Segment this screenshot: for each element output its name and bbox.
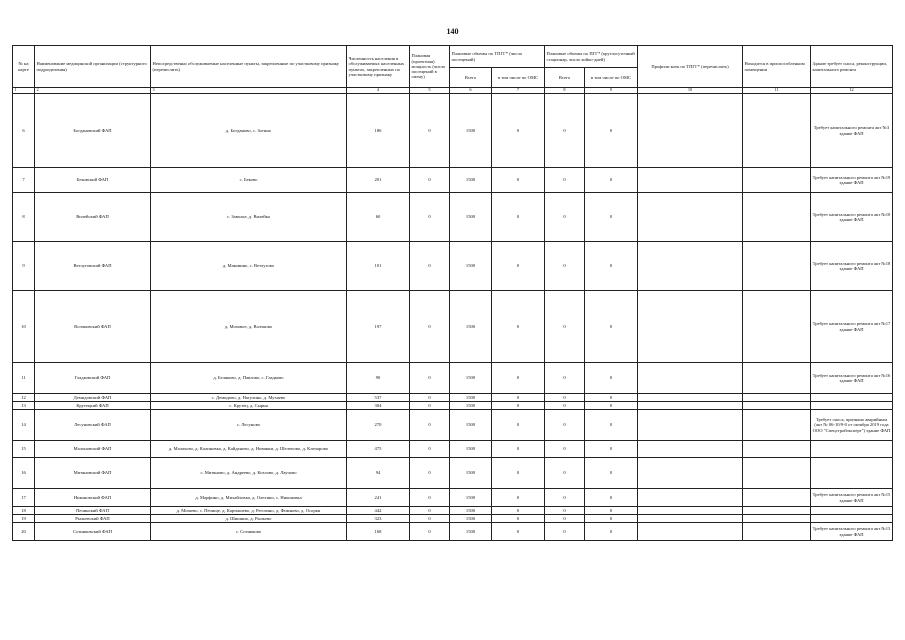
header-visits: Плановые объемы по ТПГГ* (число посещений)	[450, 46, 545, 68]
organization-cell: Бековский ФАП	[35, 168, 151, 193]
capacity-cell: 0	[410, 410, 450, 441]
organization-cell: Никоновский ФАП	[35, 489, 151, 507]
settlements-cell: д. Малахово, д. Калиновка, д. Кайданово, д. Новинки, д. Шелепово, д. Клепарово	[151, 441, 347, 458]
settlements-cell: с. Заволье, д. Вилейка	[151, 193, 347, 242]
bed-profiles-cell	[638, 515, 743, 523]
visits-oms-cell: 0	[492, 94, 545, 168]
settlements-cell: д. Беляково, д. Павлово, с. Гладково	[151, 363, 347, 394]
map-number-cell: 7	[13, 168, 35, 193]
table-row	[13, 410, 893, 441]
settlements-cell: д. Марфино, д. Михайловка, д. Олехино, с. Никоновка	[151, 489, 347, 507]
capacity-cell: 0	[410, 291, 450, 363]
beds-oms-cell: 0	[585, 523, 638, 541]
adapted-premises-cell	[743, 193, 811, 242]
settlements-cell: д. Шишино, д. Рыльево	[151, 515, 347, 523]
adapted-premises-cell	[743, 523, 811, 541]
bed-profiles-cell	[638, 458, 743, 489]
settlements-cell: с. Демидово, д. Нагулино, д. Мухаево	[151, 394, 347, 402]
building-condition-cell: Требует капитального ремонта акт №18 здание ФАП	[811, 242, 893, 291]
adapted-premises-cell	[743, 441, 811, 458]
beds-total-cell: 0	[545, 402, 585, 410]
adapted-premises-cell	[743, 402, 811, 410]
capacity-cell: 0	[410, 458, 450, 489]
organization-cell: Вилейский ФАП	[35, 193, 151, 242]
organization-cell: Гладковский ФАП	[35, 363, 151, 394]
beds-total-cell: 0	[545, 441, 585, 458]
beds-oms-cell: 0	[585, 394, 638, 402]
column-number: 8	[545, 88, 585, 94]
capacity-cell: 0	[410, 507, 450, 515]
visits-oms-cell: 0	[492, 193, 545, 242]
facilities-table	[12, 45, 893, 541]
building-condition-cell: Требует капитального ремонта акт №3 здание ФАП	[811, 94, 893, 168]
organization-cell: Крутецкий ФАП	[35, 402, 151, 410]
organization-cell: Малоновский ФАП	[35, 441, 151, 458]
table-row	[13, 193, 893, 242]
building-condition-cell	[811, 458, 893, 489]
table-row	[13, 458, 893, 489]
column-number: 12	[811, 88, 893, 94]
beds-oms-cell: 0	[585, 363, 638, 394]
visits-total-cell: 1500	[450, 193, 492, 242]
beds-oms-cell: 0	[585, 507, 638, 515]
population-cell: 323	[347, 515, 410, 523]
visits-total-cell: 1500	[450, 458, 492, 489]
visits-total-cell: 1500	[450, 394, 492, 402]
building-condition-cell: Требует капитального ремонта акт №16 здание ФАП	[811, 363, 893, 394]
capacity-cell: 0	[410, 168, 450, 193]
bed-profiles-cell	[638, 94, 743, 168]
column-number: 11	[743, 88, 811, 94]
map-number-cell: 11	[13, 363, 35, 394]
map-number-cell: 13	[13, 402, 35, 410]
building-condition-cell: Требует капитального ремонта акт №17 здание ФАП	[811, 291, 893, 363]
visits-oms-cell: 0	[492, 458, 545, 489]
building-condition-cell: Требует сноса, признано аварийным (акт № 06-10/9-0 от октября 2019 года ООО "Спецстройэксперт") здание ФАП	[811, 410, 893, 441]
adapted-premises-cell	[743, 94, 811, 168]
visits-total-cell: 1500	[450, 523, 492, 541]
organization-cell: Лесуновский ФАП	[35, 410, 151, 441]
visits-total-cell: 1500	[450, 242, 492, 291]
adapted-premises-cell	[743, 291, 811, 363]
bed-profiles-cell	[638, 523, 743, 541]
map-number-cell: 18	[13, 507, 35, 515]
capacity-cell: 0	[410, 402, 450, 410]
table-row	[13, 441, 893, 458]
building-condition-cell: Требует капитального ремонта акт №15 здание ФАП	[811, 489, 893, 507]
population-cell: 197	[347, 291, 410, 363]
visits-oms-cell: 0	[492, 291, 545, 363]
bed-profiles-cell	[638, 242, 743, 291]
adapted-premises-cell	[743, 515, 811, 523]
population-cell: 90	[347, 363, 410, 394]
adapted-premises-cell	[743, 507, 811, 515]
header-bed-days: Плановые объемы по ПГГ* (круглосуточный стационар, число койко-дней)	[545, 46, 638, 68]
table-row	[13, 507, 893, 515]
map-number-cell: 6	[13, 94, 35, 168]
header-settlements: Непосредственно обслуживаемые населенные пункты, закрепленные по участковому признаку (перечислить)	[151, 46, 347, 88]
header-beds-oms: в том числе по ОМС	[585, 68, 638, 88]
building-condition-cell: Требует капитального ремонта акт №13 здание ФАП	[811, 523, 893, 541]
adapted-premises-cell	[743, 363, 811, 394]
settlements-cell: с. Беково	[151, 168, 347, 193]
population-cell: 270	[347, 410, 410, 441]
beds-oms-cell: 0	[585, 168, 638, 193]
column-number: 4	[347, 88, 410, 94]
beds-total-cell: 0	[545, 410, 585, 441]
building-condition-cell: Требует капитального ремонта акт №19 здание ФАП	[811, 168, 893, 193]
capacity-cell: 0	[410, 242, 450, 291]
population-cell: 60	[347, 193, 410, 242]
settlements-cell: д. Мошево, с. Печище, д. Картышево, д. Регозино, д. Фимново, д. Осорки	[151, 507, 347, 515]
population-cell: 475	[347, 441, 410, 458]
population-cell: 186	[347, 94, 410, 168]
beds-total-cell: 0	[545, 291, 585, 363]
organization-cell: Печинский ФАП	[35, 507, 151, 515]
beds-oms-cell: 0	[585, 94, 638, 168]
visits-total-cell: 1500	[450, 402, 492, 410]
column-number: 6	[450, 88, 492, 94]
capacity-cell: 0	[410, 523, 450, 541]
capacity-cell: 0	[410, 394, 450, 402]
bed-profiles-cell	[638, 394, 743, 402]
beds-total-cell: 0	[545, 523, 585, 541]
map-number-cell: 12	[13, 394, 35, 402]
beds-oms-cell: 0	[585, 458, 638, 489]
map-number-cell: 8	[13, 193, 35, 242]
visits-total-cell: 1500	[450, 515, 492, 523]
column-number: 5	[410, 88, 450, 94]
population-cell: 101	[347, 242, 410, 291]
adapted-premises-cell	[743, 458, 811, 489]
settlements-cell: с. Сотниково	[151, 523, 347, 541]
header-bed-profiles: Профили коек по ТПГГ* (перечислить)	[638, 46, 743, 88]
header-visits-oms: в том числе по ОМС	[492, 68, 545, 88]
beds-total-cell: 0	[545, 168, 585, 193]
table-row	[13, 515, 893, 523]
organization-cell: Ветлуговский ФАП	[35, 242, 151, 291]
visits-total-cell: 1500	[450, 410, 492, 441]
table-row	[13, 291, 893, 363]
bed-profiles-cell	[638, 193, 743, 242]
organization-cell: Рыльевский ФАП	[35, 515, 151, 523]
bed-profiles-cell	[638, 507, 743, 515]
visits-oms-cell: 0	[492, 402, 545, 410]
map-number-cell: 10	[13, 291, 35, 363]
table-row	[13, 523, 893, 541]
beds-total-cell: 0	[545, 94, 585, 168]
organization-cell: Митяновский ФАП	[35, 458, 151, 489]
beds-oms-cell: 0	[585, 515, 638, 523]
bed-profiles-cell	[638, 402, 743, 410]
population-cell: 201	[347, 168, 410, 193]
visits-total-cell: 1500	[450, 441, 492, 458]
visits-oms-cell: 0	[492, 441, 545, 458]
map-number-cell: 17	[13, 489, 35, 507]
beds-oms-cell: 0	[585, 291, 638, 363]
population-cell: 537	[347, 394, 410, 402]
organization-cell: Волчковский ФАП	[35, 291, 151, 363]
table-row	[13, 168, 893, 193]
map-number-cell: 20	[13, 523, 35, 541]
visits-oms-cell: 0	[492, 363, 545, 394]
bed-profiles-cell	[638, 168, 743, 193]
settlements-cell: с. Митяново, д. Андреево, д. Козлово, д. Лаучово	[151, 458, 347, 489]
header-building-condition: Здание требует сноса, реконструкции, капитального ремонта	[811, 46, 893, 88]
organization-cell: Демидовский ФАП	[35, 394, 151, 402]
table-row	[13, 394, 893, 402]
header-population: Численность населения в обслуживаемых населенных пунктах, закрепленных по участковому признаку	[347, 46, 410, 88]
bed-profiles-cell	[638, 410, 743, 441]
population-cell: 241	[347, 489, 410, 507]
beds-total-cell: 0	[545, 489, 585, 507]
header-visits-total: Всего	[450, 68, 492, 88]
header-adapted-premises: Находится в приспособленном помещении	[743, 46, 811, 88]
bed-profiles-cell	[638, 489, 743, 507]
beds-oms-cell: 0	[585, 410, 638, 441]
header-capacity: Плановая (проектная) мощность (число посещений в смену)	[410, 46, 450, 88]
capacity-cell: 0	[410, 515, 450, 523]
visits-total-cell: 1500	[450, 363, 492, 394]
beds-total-cell: 0	[545, 193, 585, 242]
visits-oms-cell: 0	[492, 242, 545, 291]
building-condition-cell	[811, 441, 893, 458]
settlements-cell: с. Крутец, д. Сырня	[151, 402, 347, 410]
building-condition-cell	[811, 515, 893, 523]
building-condition-cell: Требует капитального ремонта акт №10 здание ФАП	[811, 193, 893, 242]
settlements-cell: д. Маковино, с. Ветлугово	[151, 242, 347, 291]
settlements-cell: с. Лесуново	[151, 410, 347, 441]
adapted-premises-cell	[743, 489, 811, 507]
settlements-cell: д. Моховое, д. Волчково	[151, 291, 347, 363]
population-cell: 304	[347, 402, 410, 410]
beds-total-cell: 0	[545, 394, 585, 402]
beds-oms-cell: 0	[585, 193, 638, 242]
visits-oms-cell: 0	[492, 507, 545, 515]
table-row	[13, 489, 893, 507]
population-cell: 442	[347, 507, 410, 515]
adapted-premises-cell	[743, 394, 811, 402]
column-number: 3	[151, 88, 347, 94]
column-number: 7	[492, 88, 545, 94]
visits-total-cell: 1500	[450, 168, 492, 193]
beds-oms-cell: 0	[585, 242, 638, 291]
building-condition-cell	[811, 507, 893, 515]
header-beds-total: Всего	[545, 68, 585, 88]
map-number-cell: 14	[13, 410, 35, 441]
organization-cell: Богдановский ФАП	[35, 94, 151, 168]
map-number-cell: 19	[13, 515, 35, 523]
column-number: 9	[585, 88, 638, 94]
map-number-cell: 9	[13, 242, 35, 291]
building-condition-cell	[811, 402, 893, 410]
bed-profiles-cell	[638, 441, 743, 458]
population-cell: 168	[347, 523, 410, 541]
organization-cell: Сотниковский ФАП	[35, 523, 151, 541]
visits-oms-cell: 0	[492, 394, 545, 402]
beds-total-cell: 0	[545, 242, 585, 291]
bed-profiles-cell	[638, 363, 743, 394]
adapted-premises-cell	[743, 242, 811, 291]
beds-oms-cell: 0	[585, 441, 638, 458]
beds-oms-cell: 0	[585, 489, 638, 507]
settlements-cell: д. Богданово, с. Зотино	[151, 94, 347, 168]
visits-oms-cell: 0	[492, 515, 545, 523]
capacity-cell: 0	[410, 94, 450, 168]
header-organization: Наименование медицинской организации (структурного подразделения)	[35, 46, 151, 88]
visits-oms-cell: 0	[492, 168, 545, 193]
adapted-premises-cell	[743, 410, 811, 441]
header-map-number: № на карте	[13, 46, 35, 88]
capacity-cell: 0	[410, 193, 450, 242]
column-number: 2	[35, 88, 151, 94]
visits-total-cell: 1500	[450, 489, 492, 507]
beds-oms-cell: 0	[585, 402, 638, 410]
adapted-premises-cell	[743, 168, 811, 193]
beds-total-cell: 0	[545, 363, 585, 394]
capacity-cell: 0	[410, 363, 450, 394]
visits-oms-cell: 0	[492, 489, 545, 507]
visits-total-cell: 1500	[450, 507, 492, 515]
table-row	[13, 242, 893, 291]
visits-total-cell: 1500	[450, 291, 492, 363]
map-number-cell: 15	[13, 441, 35, 458]
table-row	[13, 94, 893, 168]
table-row	[13, 402, 893, 410]
map-number-cell: 16	[13, 458, 35, 489]
visits-total-cell: 1500	[450, 94, 492, 168]
building-condition-cell	[811, 394, 893, 402]
beds-total-cell: 0	[545, 507, 585, 515]
capacity-cell: 0	[410, 489, 450, 507]
page-number: 140	[446, 27, 459, 36]
population-cell: 94	[347, 458, 410, 489]
beds-total-cell: 0	[545, 458, 585, 489]
visits-oms-cell: 0	[492, 410, 545, 441]
column-number: 1	[13, 88, 35, 94]
beds-total-cell: 0	[545, 515, 585, 523]
bed-profiles-cell	[638, 291, 743, 363]
visits-oms-cell: 0	[492, 523, 545, 541]
capacity-cell: 0	[410, 441, 450, 458]
table-row	[13, 363, 893, 394]
column-number: 10	[638, 88, 743, 94]
